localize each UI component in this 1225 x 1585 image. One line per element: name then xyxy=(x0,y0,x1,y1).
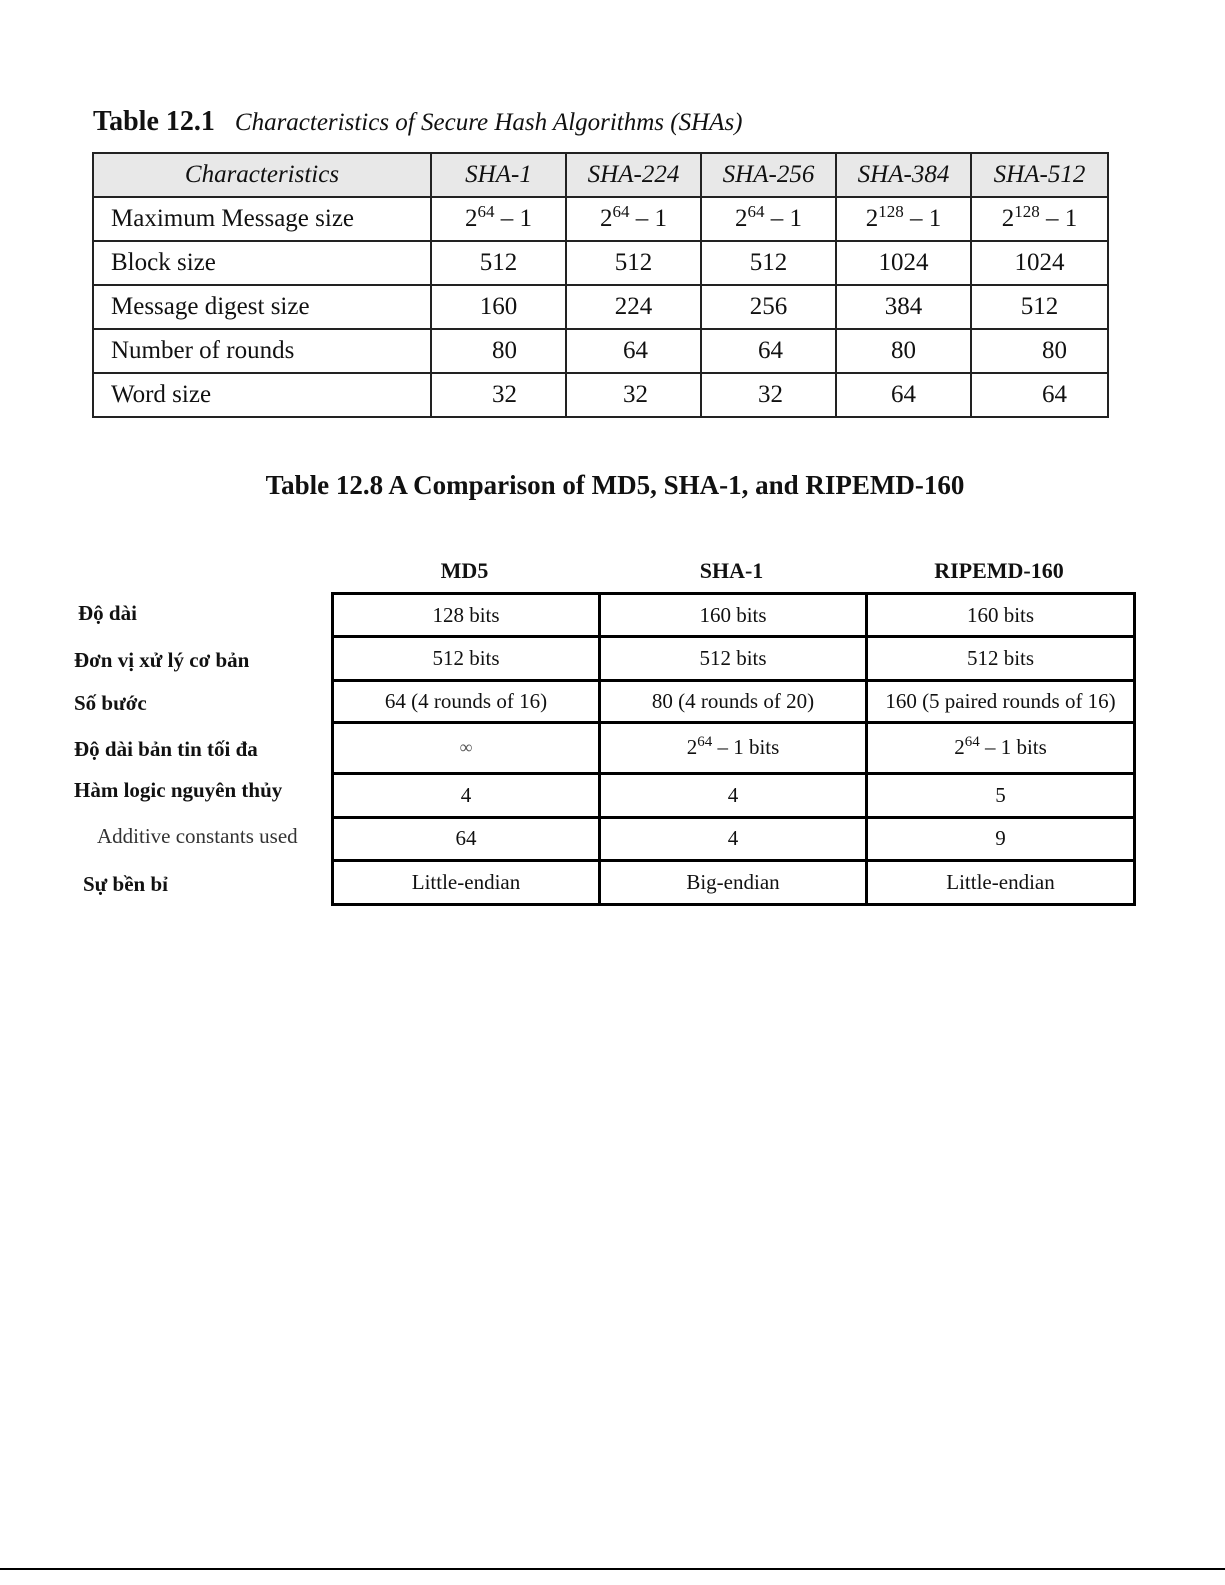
table1-label: Table 12.1 xyxy=(93,106,215,137)
table-cell: 80 xyxy=(836,329,971,373)
row-label-don-vi-xu-ly: Đơn vị xử lý cơ bản xyxy=(74,648,250,672)
table-cell: 224 xyxy=(566,285,701,329)
table-row xyxy=(93,329,1108,373)
row-label-additive-constants: Additive constants used xyxy=(97,824,298,848)
table-cell: 160 (5 paired rounds of 16) xyxy=(867,681,1135,723)
table-cell: 64 xyxy=(566,329,701,373)
table-cell: 32 xyxy=(431,373,566,417)
table-cell: 64 xyxy=(701,329,836,373)
table-cell: 64 xyxy=(333,817,600,860)
header-sha-256: SHA-256 xyxy=(701,153,836,197)
row-label-max-message-size: Maximum Message size xyxy=(93,197,431,241)
table-cell: $2^{128} - 1$ xyxy=(836,197,971,241)
table-row xyxy=(93,197,1108,241)
header-characteristics: Characteristics xyxy=(93,153,431,197)
table-row xyxy=(333,860,1135,904)
row-label-message-digest-size: Message digest size xyxy=(93,285,431,329)
table-cell: $2^{64} - 1$ xyxy=(566,197,701,241)
row-label-number-of-rounds: Number of rounds xyxy=(93,329,431,373)
table1-title: Characteristics of Secure Hash Algorithms (SHAs) xyxy=(234,109,743,136)
table-row xyxy=(93,285,1108,329)
table-cell: 9 xyxy=(867,817,1135,860)
table-row xyxy=(333,637,1135,681)
table-cell: 512 bits xyxy=(333,637,600,681)
hash-comparison-table xyxy=(331,592,1136,906)
table-cell: 384 xyxy=(836,285,971,329)
table-cell: ∞ xyxy=(333,723,600,773)
table-cell: 512 xyxy=(701,241,836,285)
table-cell: 5 xyxy=(867,773,1135,817)
row-label-ham-logic: Hàm logic nguyên thủy xyxy=(74,778,283,802)
table-cell: $2^{64} - 1$ xyxy=(701,197,836,241)
table-cell: Big-endian xyxy=(600,860,867,904)
table-row xyxy=(333,723,1135,773)
header-sha-224: SHA-224 xyxy=(566,153,701,197)
table-cell: 80 xyxy=(431,329,566,373)
table-cell: 512 xyxy=(431,241,566,285)
row-label-do-dai-ban-tin: Độ dài bản tin tối đa xyxy=(74,737,258,761)
row-label-su-ben-bi: Sự bền bỉ xyxy=(83,872,168,896)
header-md5: MD5 xyxy=(440,558,489,583)
table-cell: 160 xyxy=(431,285,566,329)
table-row xyxy=(333,773,1135,817)
row-label-word-size: Word size xyxy=(93,373,431,417)
table-row xyxy=(333,817,1135,860)
table-cell: 512 xyxy=(971,285,1108,329)
table-cell: 1024 xyxy=(836,241,971,285)
table-cell: 512 bits xyxy=(867,637,1135,681)
table-row xyxy=(93,241,1108,285)
table-cell: 64 (4 rounds of 16) xyxy=(333,681,600,723)
sha-characteristics-table xyxy=(92,152,1109,418)
table-cell: 160 bits xyxy=(867,594,1135,637)
table-cell: 80 xyxy=(971,329,1108,373)
row-label-so-buoc: Số bước xyxy=(74,691,147,715)
table-cell: 64 xyxy=(836,373,971,417)
header-ripemd-160: RIPEMD-160 xyxy=(934,558,1064,583)
table-cell: 4 xyxy=(333,773,600,817)
table-row xyxy=(333,594,1135,637)
table-cell: 128 bits xyxy=(333,594,600,637)
header-sha-1: SHA-1 xyxy=(699,558,764,583)
header-sha-384: SHA-384 xyxy=(836,153,971,197)
table-cell: $2^{64} - 1$ bits xyxy=(600,723,867,773)
table-cell: 4 xyxy=(600,817,867,860)
table-cell: Little-endian xyxy=(333,860,600,904)
table-cell: 64 xyxy=(971,373,1108,417)
table-cell: 80 (4 rounds of 20) xyxy=(600,681,867,723)
row-label-do-dai: Độ dài xyxy=(78,601,137,625)
table-row xyxy=(333,681,1135,723)
table1-caption xyxy=(93,106,743,138)
header-sha-512: SHA-512 xyxy=(971,153,1108,197)
table-cell: 160 bits xyxy=(600,594,867,637)
row-label-block-size: Block size xyxy=(93,241,431,285)
table-cell: Little-endian xyxy=(867,860,1135,904)
table-row xyxy=(93,373,1108,417)
table-cell: $2^{64} - 1$ xyxy=(431,197,566,241)
table-cell: 32 xyxy=(566,373,701,417)
table2-caption: Table 12.8 A Comparison of MD5, SHA-1, and RIPEMD-160 xyxy=(265,470,965,500)
table-cell: 1024 xyxy=(971,241,1108,285)
table-cell: $2^{64} - 1$ bits xyxy=(867,723,1135,773)
header-sha-1: SHA-1 xyxy=(431,153,566,197)
table-cell: 512 bits xyxy=(600,637,867,681)
table-cell: $2^{128} - 1$ xyxy=(971,197,1108,241)
table-cell: 4 xyxy=(600,773,867,817)
table-cell: 512 xyxy=(566,241,701,285)
table-cell: 256 xyxy=(701,285,836,329)
table-cell: 32 xyxy=(701,373,836,417)
table-header-row xyxy=(93,153,1108,197)
page-bottom-rule xyxy=(0,1568,1225,1570)
